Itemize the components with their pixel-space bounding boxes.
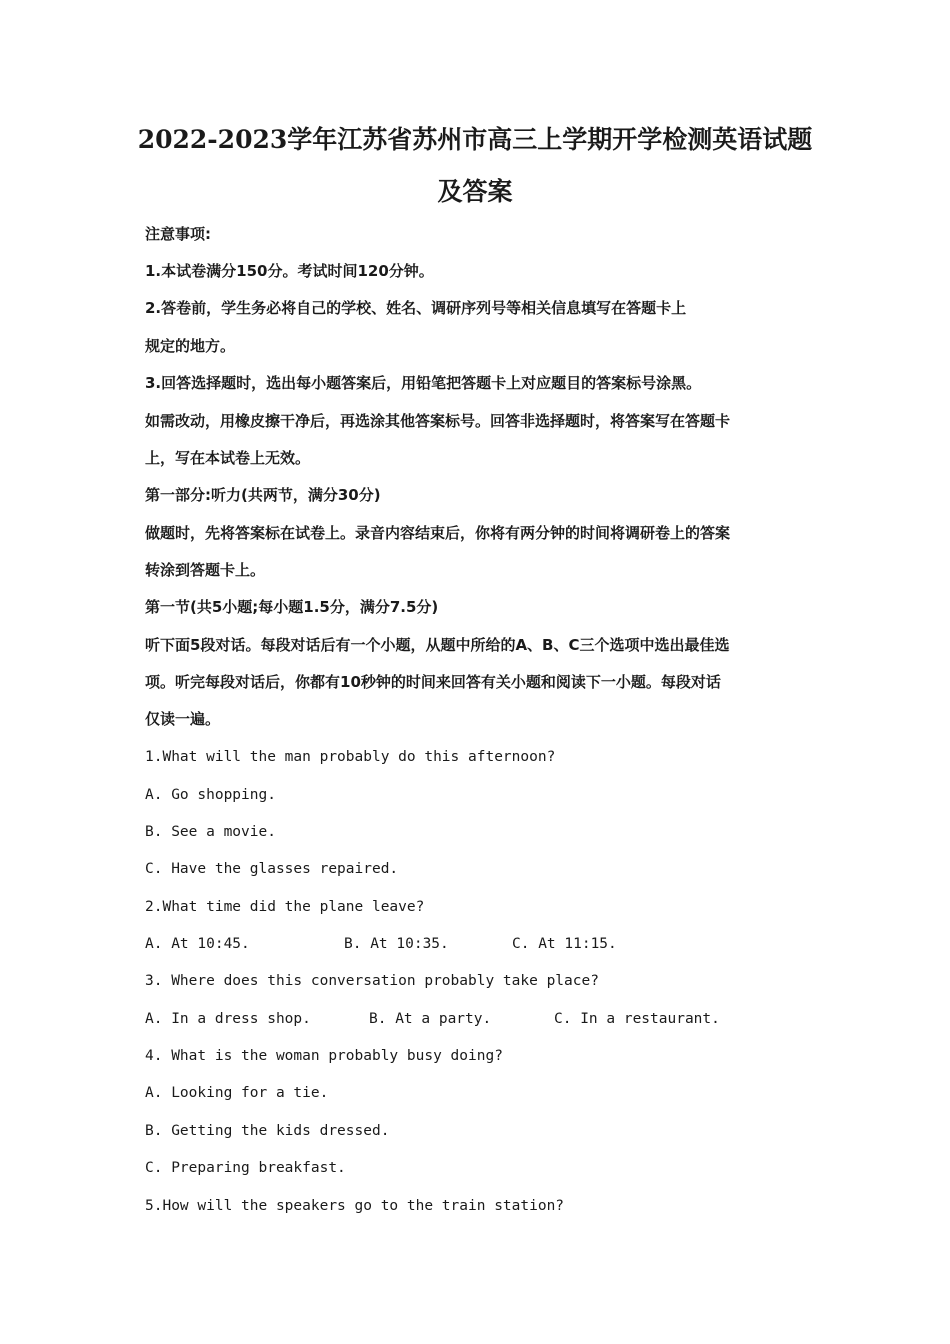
document-title-line-2: 及答案 (437, 177, 513, 206)
question-3-option-b: B. At a party. (369, 1011, 492, 1027)
notes-item-1: 1.本试卷满分150分。考试时间120分钟。 (145, 262, 434, 280)
question-2-option-c: C. At 11:15. (512, 936, 617, 952)
section1-instructions-line-1: 听下面5段对话。每段对话后有一个小题，从题中所给的A、B、C三个选项中选出最佳选 (145, 636, 730, 654)
part1-instructions-line-2: 转涂到答题卡上。 (145, 561, 266, 579)
question-3-option-a: A. In a dress shop. (145, 1011, 311, 1027)
notes-item-2-continued: 规定的地方。 (145, 337, 236, 355)
question-4-option-c: C. Preparing breakfast. (145, 1160, 346, 1176)
part1-instructions-line-1: 做题时，先将答案标在试卷上。录音内容结束后，你将有两分钟的时间将调研卷上的答案 (145, 524, 731, 542)
question-1-option-c: C. Have the glasses repaired. (145, 861, 399, 877)
question-3-option-c: C. In a restaurant. (554, 1011, 720, 1027)
question-1-option-b: B. See a movie. (145, 824, 276, 840)
section1-instructions-line-3: 仅读一遍。 (145, 710, 221, 728)
question-2-option-a: A. At 10:45. (145, 936, 250, 952)
notes-item-3: 3.回答选择题时，选出每小题答案后，用铅笔把答题卡上对应题目的答案标号涂黑。 (145, 374, 702, 392)
question-2-option-b: B. At 10:35. (344, 936, 449, 952)
section1-heading: 第一节(共5小题;每小题1.5分，满分7.5分) (145, 598, 439, 616)
question-3-stem: 3. Where does this conversation probably take place? (145, 973, 599, 989)
part1-heading: 第一部分:听力(共两节，满分30分) (145, 486, 381, 504)
notes-heading: 注意事项: (145, 225, 211, 243)
question-1-stem: 1.What will the man probably do this afternoon? (145, 749, 556, 765)
section1-instructions-line-2: 项。听完每段对话后，你都有10秒钟的时间来回答有关小题和阅读下一小题。每段对话 (145, 673, 721, 691)
document-title-line-1: 2022-2023学年江苏省苏州市高三上学期开学检测英语试题 (137, 125, 813, 154)
notes-item-3-continued: 如需改动，用橡皮擦干净后，再选涂其他答案标号。回答非选择题时，将答案写在答题卡 (145, 412, 731, 430)
question-1-option-a: A. Go shopping. (145, 787, 276, 803)
notes-item-2: 2.答卷前，学生务必将自己的学校、姓名、调研序列号等相关信息填写在答题卡上 (145, 299, 687, 317)
question-4-option-a: A. Looking for a tie. (145, 1085, 329, 1101)
question-2-stem: 2.What time did the plane leave? (145, 899, 425, 915)
notes-item-3-continued-2: 上，写在本试卷上无效。 (145, 449, 311, 467)
question-5-stem: 5.How will the speakers go to the train station? (145, 1198, 565, 1214)
question-4-option-b: B. Getting the kids dressed. (145, 1123, 390, 1139)
question-4-stem: 4. What is the woman probably busy doing? (145, 1048, 503, 1064)
